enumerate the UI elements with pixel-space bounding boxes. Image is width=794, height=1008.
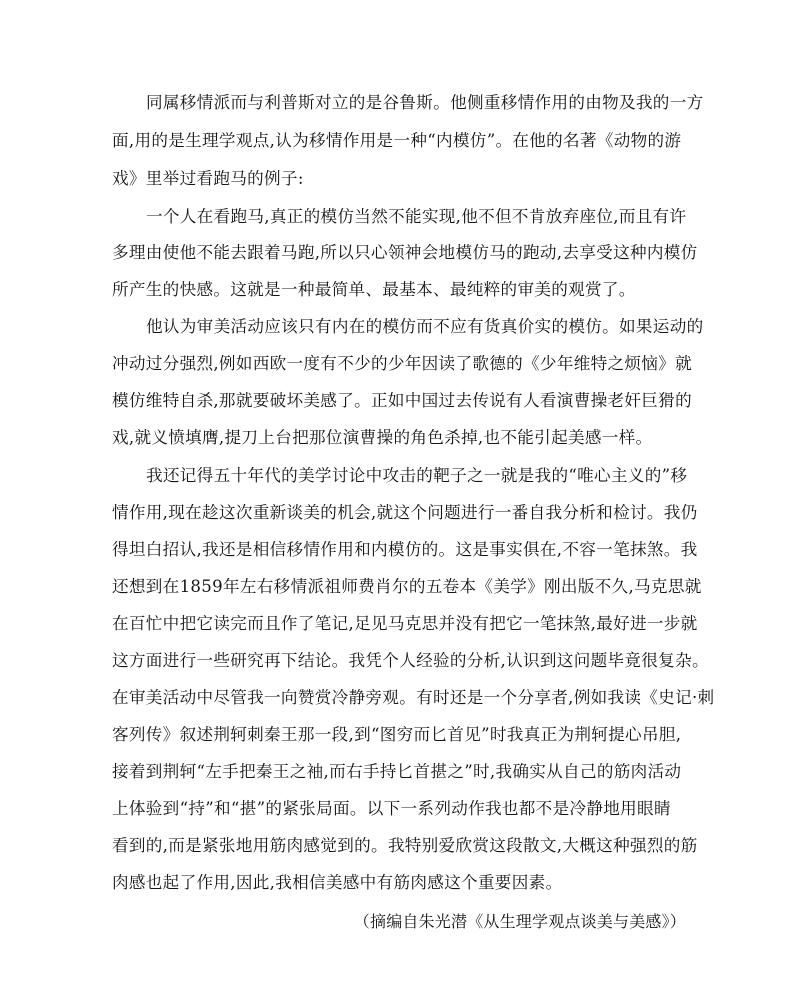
- paragraph-4-line-12: 肉感也起了作用,因此,我相信美感中有筋肉感这个重要因素。: [112, 873, 563, 892]
- quote-line-2: 多理由使他不能去跟着马跑,所以只心领神会地模仿马的跑动,去享受这种内模仿: [112, 243, 698, 262]
- paragraph-4-line-11: 看到的,而是紧张地用筋肉感觉到的。我特别爱欣赏这段散文,大概这种强烈的筋: [112, 836, 698, 855]
- paragraph-4-line-6: 这方面进行一些研究再下结论。我凭个人经验的分析,认识到这问题毕竟很复杂。: [112, 651, 709, 670]
- paragraph-1-line-2: 面,用的是生理学观点,认为移情作用是一种“内模仿”。在他的名著《动物的游: [112, 131, 682, 150]
- source-attribution: （摘编自朱光潜《从生理学观点谈美与美感》）: [353, 912, 686, 931]
- paragraph-4-line-9: 接着到荆轲“左手把秦王之袖,而右手持匕首揕之”时,我确实从自己的筋肉活动: [112, 762, 682, 781]
- paragraph-4-line-8: 客列传》叙述荆轲刺秦王那一段,到“图穷而匕首见”时我真正为荆轲提心吊胆,: [112, 725, 682, 744]
- paragraph-4-line-2: 情作用,现在趁这次重新谈美的机会,就这个问题进行一番自我分析和检讨。我仍: [112, 503, 698, 522]
- quote-line-3: 所产生的快感。这就是一种最简单、最基本、最纯粹的审美的观赏了。: [112, 280, 636, 299]
- paragraph-4-line-10: 上体验到“持”和“揕”的紧张局面。以下一系列动作我也都不是冷静地用眼睛: [112, 799, 671, 818]
- paragraph-3-line-4: 戏,就义愤填膺,提刀上台把那位演曹操的角色杀掉,也不能引起美感一样。: [112, 428, 653, 447]
- paragraph-3-line-3: 模仿维特自杀,那就要破坏美感了。正如中国过去传说有人看演曹操老奸巨猾的: [112, 391, 692, 410]
- paragraph-4-line-3: 得坦白招认,我还是相信移情作用和内模仿的。这是事实俱在,不容一笔抹煞。我: [112, 540, 698, 559]
- paragraph-4-line-5: 在百忙中把它读完而且作了笔记,足见马克思并没有把它一笔抹煞,最好进一步就: [112, 614, 698, 633]
- paragraph-4-line-1: 我还记得五十年代的美学讨论中攻击的靶子之一就是我的“唯心主义的”移: [146, 466, 688, 485]
- paragraph-4-line-4: 还想到在1859年左右移情派祖师费肖尔的五卷本《美学》刚出版不久,马克思就: [112, 577, 702, 596]
- paragraph-1-line-1: 同属移情派而与利普斯对立的是谷鲁斯。他侧重移情作用的由物及我的一方: [146, 93, 704, 112]
- quote-line-1: 一个人在看跑马,真正的模仿当然不能实现,他不但不肯放弃座位,而且有许: [146, 207, 687, 226]
- paragraph-4-line-7: 在审美活动中尽管我一向赞赏冷静旁观。有时还是一个分享者,例如我读《史记·刺: [112, 688, 715, 707]
- paragraph-3-line-1: 他认为审美活动应该只有内在的模仿而不应有货真价实的模仿。如果运动的: [146, 317, 704, 336]
- paragraph-3-line-2: 冲动过分强烈,例如西欧一度有不少的少年因读了歌德的《少年维特之烦恼》就: [112, 354, 692, 373]
- paragraph-1-line-3: 戏》里举过看跑马的例子:: [112, 169, 304, 188]
